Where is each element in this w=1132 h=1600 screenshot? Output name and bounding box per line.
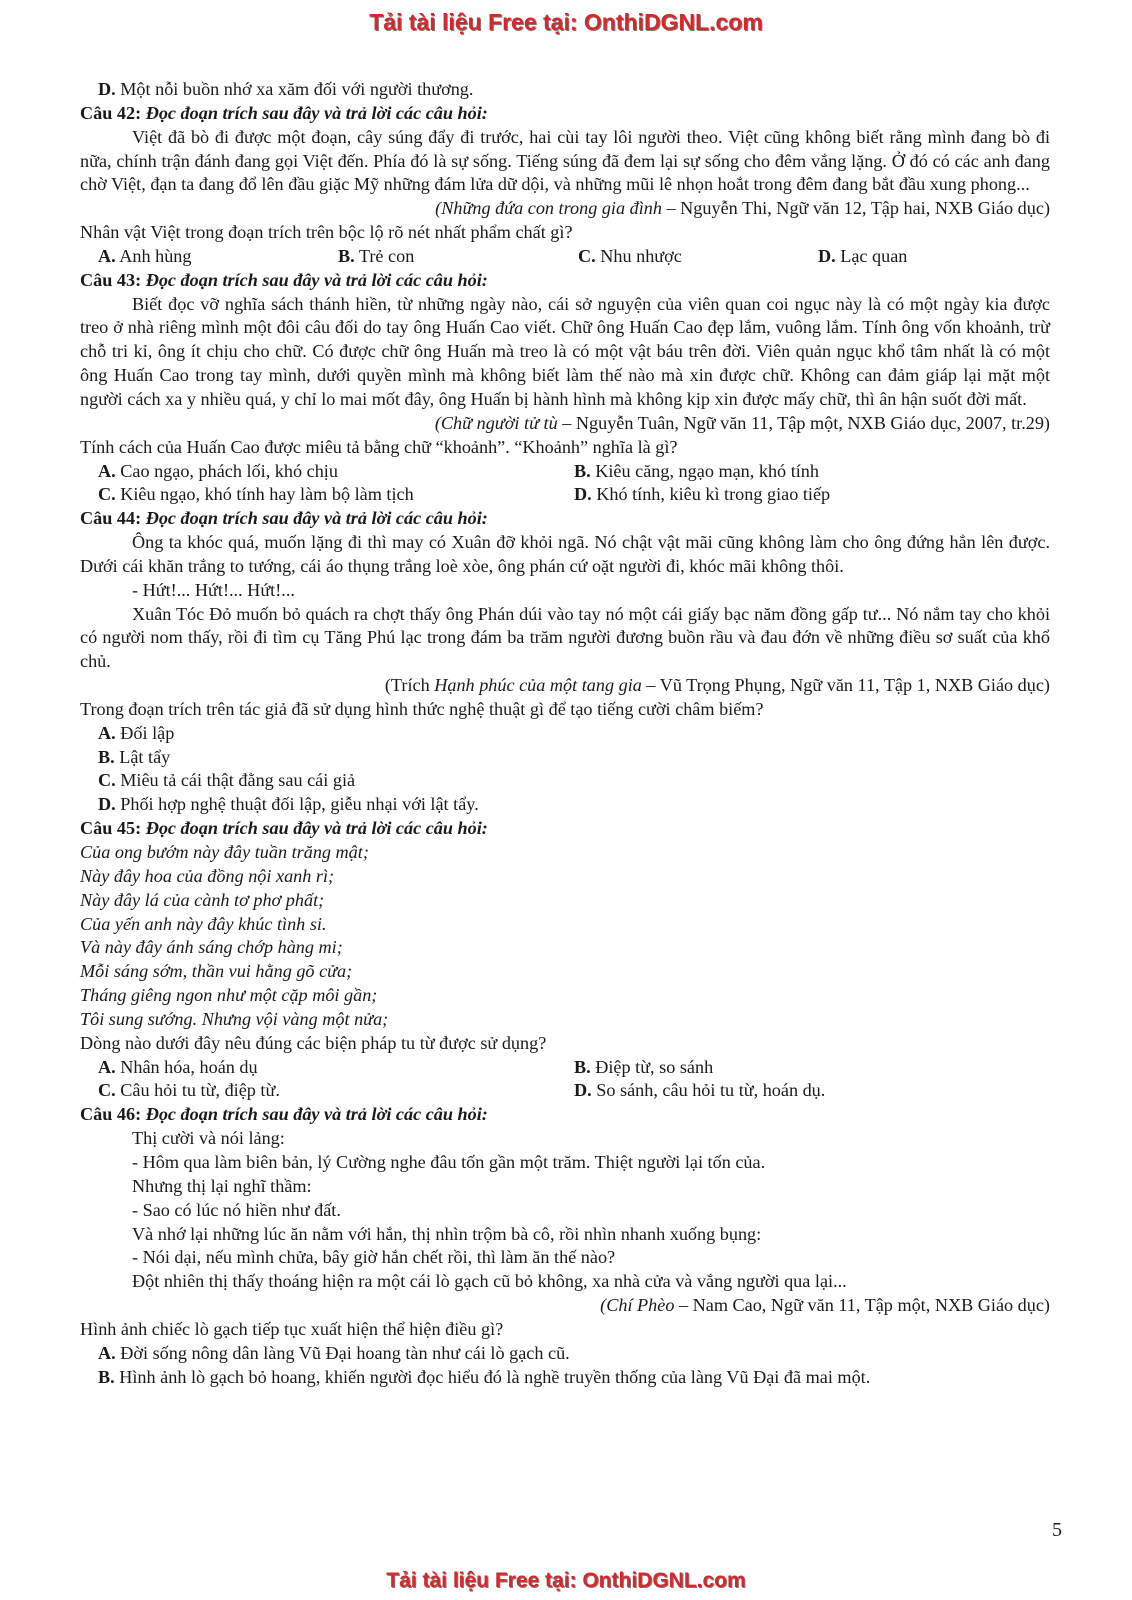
passage-line: Thị cười và nói lảng:: [132, 1128, 285, 1149]
q45-options: [80, 1056, 1050, 1104]
q44-source: [80, 674, 1050, 698]
question-number: Câu 43:: [80, 269, 142, 290]
q44-option-b[interactable]: [80, 746, 1050, 770]
option-label: D.: [574, 1080, 592, 1101]
option-text: Trẻ con: [358, 245, 415, 266]
option-label: A.: [98, 1056, 116, 1077]
q43-source: [80, 412, 1050, 436]
option-label: A.: [98, 460, 116, 481]
q42-passage: Việt đã bò đi được một đoạn, cây súng đẩy đi trước, hai cùi tay lôi người theo. Việt cũng không biết rằng mình đang bò đi nữa, chính trận đánh đang gọi Việt đến. Phía đó là sự sống. Tiếng súng đã đem lại sự sống cho đêm vắng lặng. Ở đó có các anh đang chờ Việt, đạn ta đang đổ lên đầu giặc Mỹ những đám lửa dữ dội, và những mũi lê nhọn hoắt trong đêm đang bắt đầu xung phong...: [80, 126, 1050, 195]
option-text: Miêu tả cái thật đằng sau cái giả: [120, 770, 356, 791]
q44-question: Trong đoạn trích trên tác giả đã sử dụng hình thức nghệ thuật gì để tạo tiếng cười châm biếm?: [80, 698, 764, 719]
question-number: Câu 44:: [80, 508, 142, 529]
q45-option-b[interactable]: [574, 1056, 1050, 1080]
source-info: – Vũ Trọng Phụng, Ngữ văn 11, Tập 1, NXB Giáo dục): [641, 675, 1050, 696]
poem-line: Tháng giêng ngon như một cặp môi gần;: [80, 985, 378, 1006]
option-text: Cao ngạo, phách lối, khó chịu: [120, 460, 338, 481]
passage-line: Nhưng thị lại nghĩ thầm:: [132, 1175, 312, 1196]
q41-option-d: [80, 78, 1050, 102]
q43-passage: Biết đọc vỡ nghĩa sách thánh hiền, từ những ngày nào, cái sở nguyện của viên quan coi ngục này là có một ngày kia được treo ở nhà riêng mình một đôi câu đối do tay ông Huấn Cao viết. Chữ ông Huấn Cao đẹp lắm, vuông lắm. Tính ông vốn khoảnh, trừ chỗ tri kỉ, ông ít chịu cho chữ. Có được chữ ông Huấn mà treo là có một vật báu trên đời. Viên quản ngục khổ tâm nhất là có một ông Huấn Cao trong tay mình, dưới quyền mình mà không biết làm thế nào mà xin được chữ. Không can đảm giáp lại mặt một người cách xa y nhiều quá, y chỉ lo mai mốt đây, ông Huấn bị hành hình mà không kịp xin được mấy chữ, thì ân hận suốt đời mất.: [80, 293, 1050, 409]
question-instruction: Đọc đoạn trích sau đây và trả lời các câu hỏi:: [145, 1104, 488, 1125]
option-text: Đời sống nông dân làng Vũ Đại hoang tàn như cái lò gạch cũ.: [120, 1342, 570, 1363]
passage-line: - Nói dại, nếu mình chửa, bây giờ hắn chết rồi, thì làm ăn thế nào?: [132, 1247, 616, 1268]
poem-line: Tôi sung sướng. Nhưng vội vàng một nửa;: [80, 1008, 389, 1029]
option-text: Lật tẩy: [119, 746, 171, 767]
q46-heading: [80, 1103, 1050, 1127]
question-instruction: Đọc đoạn trích sau đây và trả lời các câu hỏi:: [145, 269, 488, 290]
header-banner[interactable]: Tải tài liệu Free tại: OnthiDGNL.com: [369, 9, 763, 35]
option-text: Lạc quan: [840, 245, 908, 266]
q43-option-d[interactable]: [574, 483, 1050, 507]
q43-option-a[interactable]: [98, 460, 574, 484]
q45-option-a[interactable]: [98, 1056, 574, 1080]
q46-source: [80, 1294, 1050, 1318]
option-label: B.: [338, 245, 355, 266]
q43-option-b[interactable]: [574, 460, 1050, 484]
poem-line: Và này đây ánh sáng chớp hàng mi;: [80, 937, 343, 958]
option-label: A.: [98, 245, 116, 266]
poem-line: Này đây lá của cành tơ phơ phất;: [80, 889, 325, 910]
q43-question: Tính cách của Huấn Cao được miêu tả bằng chữ “khoảnh”. “Khoảnh” nghĩa là gì?: [80, 436, 678, 457]
q42-option-d[interactable]: [818, 245, 1058, 269]
poem-line: Này đây hoa của đồng nội xanh rì;: [80, 865, 335, 886]
option-text: Một nỗi buồn nhớ xa xăm đối với người thương.: [120, 79, 474, 99]
option-label: B.: [574, 1056, 591, 1077]
source-title: (Chí Phèo: [600, 1295, 675, 1316]
q42-option-c[interactable]: [578, 245, 818, 269]
option-label: C.: [98, 484, 116, 505]
q42-options: [80, 245, 1050, 269]
q46-option-a[interactable]: [80, 1342, 1050, 1366]
source-info: – Nguyễn Thi, Ngữ văn 12, Tập hai, NXB Giáo dục): [661, 198, 1050, 219]
option-text: Điệp từ, so sánh: [595, 1056, 714, 1077]
source-title: (Những đứa con trong gia đình: [435, 198, 662, 219]
question-number: Câu 42:: [80, 102, 142, 123]
document-body: [80, 78, 1050, 1389]
q42-source: [80, 197, 1050, 221]
q45-question: Dòng nào dưới đây nêu đúng các biện pháp tu từ được sử dụng?: [80, 1032, 547, 1053]
option-text: Phối hợp nghệ thuật đối lập, giễu nhại với lật tẩy.: [120, 794, 479, 815]
q46-option-b[interactable]: [80, 1366, 1050, 1390]
option-text: Anh hùng: [119, 245, 192, 266]
option-label: C.: [98, 770, 116, 791]
source-info: – Nguyễn Tuân, Ngữ văn 11, Tập một, NXB Giáo dục, 2007, tr.29): [557, 412, 1050, 433]
option-label: B.: [98, 746, 115, 767]
option-label: D.: [98, 794, 116, 815]
q44-heading: [80, 507, 1050, 531]
option-text: Nhân hóa, hoán dụ: [120, 1056, 258, 1077]
passage-line: Và nhớ lại những lúc ăn nằm với hắn, thị nhìn trộm bà cô, rồi nhìn nhanh xuống bụng:: [132, 1223, 762, 1244]
source-info: – Nam Cao, Ngữ văn 11, Tập một, NXB Giáo dục): [674, 1295, 1050, 1316]
q44-passage-1: Ông ta khóc quá, muốn lặng đi thì may có Xuân đỡ khỏi ngã. Nó chật vật mãi cũng không làm cho ông đứng hẳn lên được. Dưới cái khăn trắng to tướng, cái áo thụng trắng loè xòe, ông phán cứ oặt người đi, khóc mãi không thôi.: [80, 532, 1050, 576]
q44-option-a[interactable]: [80, 722, 1050, 746]
page-number: 5: [1052, 1519, 1062, 1541]
q42-heading: [80, 102, 1050, 126]
q43-options: [80, 460, 1050, 508]
option-text: Kiêu căng, ngạo mạn, khó tính: [595, 460, 819, 481]
option-text: Câu hỏi tu từ, điệp từ.: [120, 1080, 280, 1101]
question-instruction: Đọc đoạn trích sau đây và trả lời các câu hỏi:: [145, 508, 488, 529]
q42-question: Nhân vật Việt trong đoạn trích trên bộc lộ rõ nét nhất phẩm chất gì?: [80, 222, 573, 243]
option-text: Nhu nhược: [600, 245, 682, 266]
question-instruction: Đọc đoạn trích sau đây và trả lời các câu hỏi:: [145, 102, 488, 123]
q43-option-c[interactable]: [98, 483, 574, 507]
option-text: So sánh, câu hỏi tu từ, hoán dụ.: [596, 1080, 826, 1101]
q42-option-b[interactable]: [338, 245, 578, 269]
q44-option-d[interactable]: [80, 793, 1050, 817]
question-number: Câu 45:: [80, 818, 142, 839]
source-title: (Chữ người tử tù: [434, 412, 558, 433]
q42-option-a[interactable]: [98, 245, 338, 269]
option-label: A.: [98, 722, 116, 743]
option-text: Hình ảnh lò gạch bỏ hoang, khiến người đọc hiểu đó là nghề truyền thống của làng Vũ Đại đã mai một.: [119, 1366, 871, 1387]
q45-option-c[interactable]: [98, 1079, 574, 1103]
question-number: Câu 46:: [80, 1104, 142, 1125]
passage-line: Đột nhiên thị thấy thoáng hiện ra một cái lò gạch cũ bỏ không, xa nhà cửa và vắng người qua lại...: [132, 1271, 847, 1292]
passage-line: - Sao có lúc nó hiền như đất.: [132, 1199, 341, 1220]
poem-line: Của ong bướm này đây tuần trăng mật;: [80, 842, 369, 862]
source-prefix: (Trích: [384, 675, 435, 696]
option-text: Kiêu ngạo, khó tính hay làm bộ làm tịch: [120, 484, 414, 505]
q46-question: Hình ảnh chiếc lò gạch tiếp tục xuất hiện thể hiện điều gì?: [80, 1318, 504, 1339]
option-text: Khó tính, kiêu kì trong giao tiếp: [596, 484, 831, 505]
option-label: D.: [818, 245, 836, 266]
option-label: D.: [98, 79, 116, 99]
footer-banner[interactable]: Tải tài liệu Free tại: OnthiDGNL.com: [386, 1569, 746, 1592]
poem-line: Mỗi sáng sớm, thần vui hằng gõ cửa;: [80, 961, 353, 982]
q45-option-d[interactable]: [574, 1079, 1050, 1103]
q44-option-c[interactable]: [80, 769, 1050, 793]
q45-heading: [80, 817, 1050, 841]
option-label: B.: [98, 1366, 115, 1387]
option-label: B.: [574, 460, 591, 481]
option-label: D.: [574, 484, 592, 505]
q44-dialogue-line: - Hứt!... Hứt!... Hứt!...: [132, 579, 295, 600]
option-label: C.: [578, 245, 596, 266]
poem-line: Của yến anh này đây khúc tình si.: [80, 913, 327, 934]
option-label: A.: [98, 1342, 116, 1363]
option-text: Đối lập: [120, 722, 175, 743]
passage-line: - Hôm qua làm biên bản, lý Cường nghe đâu tốn gần một trăm. Thiệt người lại tốn của.: [132, 1151, 766, 1172]
q43-heading: [80, 269, 1050, 293]
option-label: C.: [98, 1080, 116, 1101]
q44-passage-2: Xuân Tóc Đỏ muốn bỏ quách ra chợt thấy ông Phán dúi vào tay nó một cái giấy bạc năm đồng gấp tư... Nó nắm tay cho khỏi có người nom thấy, rồi đi tìm cụ Tăng Phú lạc trong đám ba trăm người đương buồn rầu và đau đớn về những điều sơ suất của khổ chủ.: [80, 603, 1050, 672]
question-instruction: Đọc đoạn trích sau đây và trả lời các câu hỏi:: [145, 818, 488, 839]
source-title: Hạnh phúc của một tang gia: [434, 675, 642, 696]
